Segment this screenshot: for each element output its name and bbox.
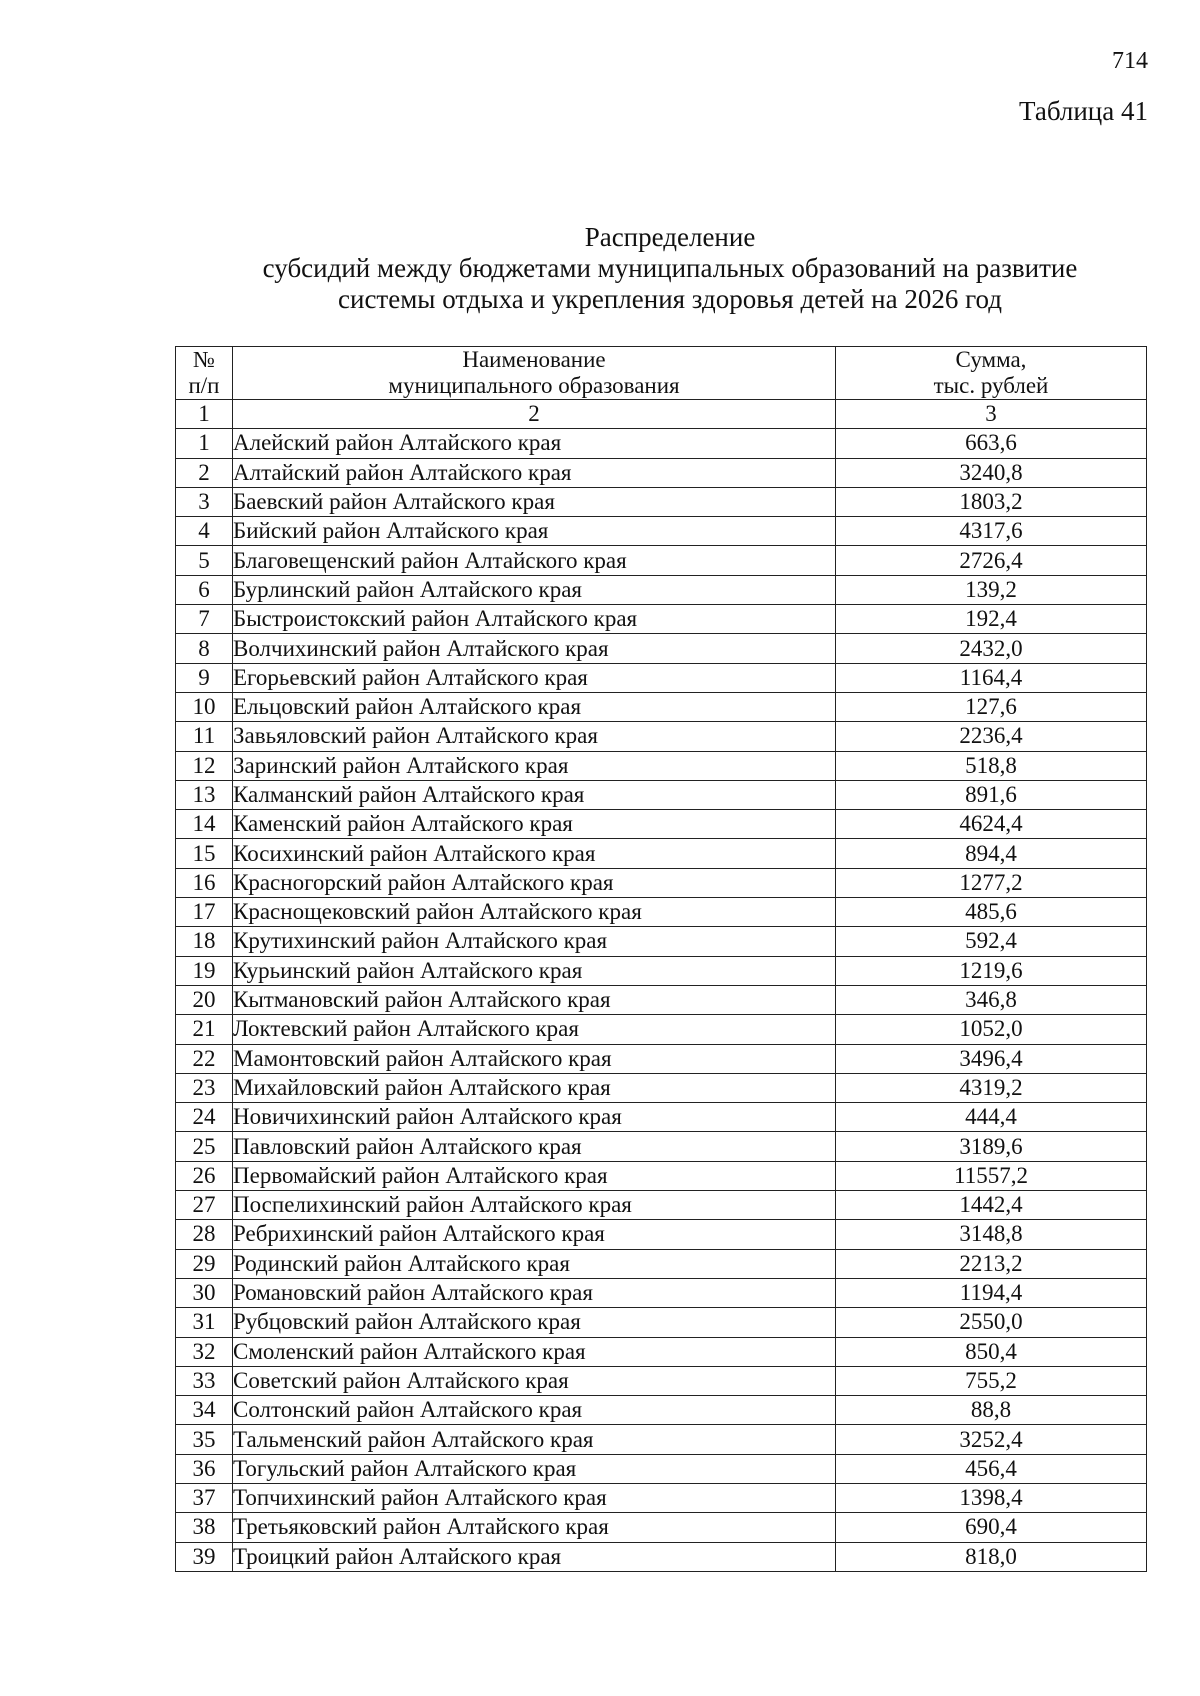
header-name: [233, 347, 836, 400]
subsidy-amount: 1219,6: [836, 956, 1147, 985]
row-number: 38: [176, 1513, 233, 1542]
table-row: [176, 1044, 1147, 1073]
table-row: [176, 458, 1147, 487]
row-number: 10: [176, 692, 233, 721]
subsidy-amount: 88,8: [836, 1396, 1147, 1425]
subsidy-amount: 1803,2: [836, 487, 1147, 516]
row-number: 2: [176, 458, 233, 487]
municipality-name: Курьинский район Алтайского края: [233, 956, 836, 985]
table-row: [176, 1073, 1147, 1102]
municipality-name: Тальменский район Алтайского края: [233, 1425, 836, 1454]
row-number: 29: [176, 1249, 233, 1278]
table-row: [176, 927, 1147, 956]
subsidy-amount: 663,6: [836, 429, 1147, 458]
title-line-1: Распределение: [584, 222, 756, 252]
table-row: [176, 1425, 1147, 1454]
row-number: 18: [176, 927, 233, 956]
table-row: [176, 1161, 1147, 1190]
table-label: Таблица 41: [1019, 96, 1148, 126]
table-row: [176, 985, 1147, 1014]
municipality-name: Третьяковский район Алтайского края: [233, 1513, 836, 1542]
subsidy-amount: 127,6: [836, 692, 1147, 721]
subsidy-amount: 2236,4: [836, 722, 1147, 751]
table-row: [176, 1513, 1147, 1542]
municipality-name: Каменский район Алтайского края: [233, 810, 836, 839]
subsidy-amount: 2726,4: [836, 546, 1147, 575]
municipality-name: Ребрихинский район Алтайского края: [233, 1220, 836, 1249]
header-sum-line-2: тыс. рублей: [933, 373, 1049, 398]
row-number: 34: [176, 1396, 233, 1425]
table-row: [176, 839, 1147, 868]
municipality-name: Топчихинский район Алтайского края: [233, 1483, 836, 1512]
table-row: [176, 487, 1147, 516]
table-row: [176, 956, 1147, 985]
title-line-2: субсидий между бюджетами муниципальных образований на развитие: [262, 253, 1078, 283]
table-row: [176, 780, 1147, 809]
municipality-name: Калманский район Алтайского края: [233, 780, 836, 809]
table-row: [176, 1132, 1147, 1161]
municipality-name: Новичихинский район Алтайского края: [233, 1103, 836, 1132]
row-number: 26: [176, 1161, 233, 1190]
row-number: 32: [176, 1337, 233, 1366]
table-row: [176, 810, 1147, 839]
row-number: 7: [176, 605, 233, 634]
table-row: [176, 1191, 1147, 1220]
municipality-name: Благовещенский район Алтайского края: [233, 546, 836, 575]
municipality-name: Кытмановский район Алтайского края: [233, 985, 836, 1014]
subsidy-amount: 1442,4: [836, 1191, 1147, 1220]
table-row: [176, 663, 1147, 692]
header-num-line-1: №: [193, 347, 215, 372]
subsidy-amount: 4319,2: [836, 1073, 1147, 1102]
subsidy-amount: 456,4: [836, 1454, 1147, 1483]
table-row: [176, 575, 1147, 604]
row-number: 1: [176, 429, 233, 458]
municipality-name: Павловский район Алтайского края: [233, 1132, 836, 1161]
subsidy-amount: 3496,4: [836, 1044, 1147, 1073]
table-row: [176, 751, 1147, 780]
header-name-line-1: Наименование: [462, 347, 606, 372]
municipality-name: Первомайский район Алтайского края: [233, 1161, 836, 1190]
table-row: [176, 898, 1147, 927]
municipality-name: Родинский район Алтайского края: [233, 1249, 836, 1278]
municipality-name: Косихинский район Алтайского края: [233, 839, 836, 868]
row-number: 30: [176, 1278, 233, 1307]
municipality-name: Рубцовский район Алтайского края: [233, 1308, 836, 1337]
table-row: [176, 1220, 1147, 1249]
subsidy-amount: 592,4: [836, 927, 1147, 956]
row-number: 9: [176, 663, 233, 692]
row-number: 8: [176, 634, 233, 663]
municipality-name: Тогульский район Алтайского края: [233, 1454, 836, 1483]
table-row: [176, 429, 1147, 458]
subsidy-amount: 690,4: [836, 1513, 1147, 1542]
row-number: 15: [176, 839, 233, 868]
subsidy-amount: 2432,0: [836, 634, 1147, 663]
table-row: [176, 1249, 1147, 1278]
column-index-row: [176, 400, 1147, 429]
municipality-name: Локтевский район Алтайского края: [233, 1015, 836, 1044]
table-row: [176, 1396, 1147, 1425]
table-row: [176, 1366, 1147, 1395]
document-title: [190, 222, 1150, 315]
municipality-name: Волчихинский район Алтайского края: [233, 634, 836, 663]
table-row: [176, 1542, 1147, 1571]
row-number: 4: [176, 517, 233, 546]
subsidy-amount: 755,2: [836, 1366, 1147, 1395]
table-header-row: [176, 347, 1147, 400]
subsidy-amount: 485,6: [836, 898, 1147, 927]
municipality-name: Егорьевский район Алтайского края: [233, 663, 836, 692]
table-row: [176, 1483, 1147, 1512]
table-row: [176, 517, 1147, 546]
subsidy-amount: 518,8: [836, 751, 1147, 780]
municipality-name: Алтайский район Алтайского края: [233, 458, 836, 487]
row-number: 17: [176, 898, 233, 927]
table-body: [176, 429, 1147, 1572]
municipality-name: Красногорский район Алтайского края: [233, 868, 836, 897]
municipality-name: Михайловский район Алтайского края: [233, 1073, 836, 1102]
subsidy-amount: 3240,8: [836, 458, 1147, 487]
row-number: 33: [176, 1366, 233, 1395]
table-row: [176, 1337, 1147, 1366]
subsidy-amount: 1398,4: [836, 1483, 1147, 1512]
row-number: 13: [176, 780, 233, 809]
municipality-name: Романовский район Алтайского края: [233, 1278, 836, 1307]
row-number: 19: [176, 956, 233, 985]
row-number: 28: [176, 1220, 233, 1249]
row-number: 6: [176, 575, 233, 604]
table-row: [176, 868, 1147, 897]
row-number: 5: [176, 546, 233, 575]
table-row: [176, 1278, 1147, 1307]
municipality-name: Троицкий район Алтайского края: [233, 1542, 836, 1571]
subsidy-amount: 11557,2: [836, 1161, 1147, 1190]
municipality-name: Мамонтовский район Алтайского края: [233, 1044, 836, 1073]
row-number: 36: [176, 1454, 233, 1483]
table-row: [176, 634, 1147, 663]
subsidy-amount: 850,4: [836, 1337, 1147, 1366]
municipality-name: Смоленский район Алтайского края: [233, 1337, 836, 1366]
table-row: [176, 1308, 1147, 1337]
row-number: 20: [176, 985, 233, 1014]
table-row: [176, 722, 1147, 751]
row-number: 11: [176, 722, 233, 751]
table-row: [176, 1015, 1147, 1044]
municipality-name: Ельцовский район Алтайского края: [233, 692, 836, 721]
page-number: 714: [1112, 48, 1148, 74]
subsidy-amount: 192,4: [836, 605, 1147, 634]
table-row: [176, 1103, 1147, 1132]
column-index-1: 1: [176, 400, 233, 429]
municipality-name: Советский район Алтайского края: [233, 1366, 836, 1395]
subsidy-amount: 139,2: [836, 575, 1147, 604]
column-index-2: 2: [233, 400, 836, 429]
subsidy-amount: 444,4: [836, 1103, 1147, 1132]
table-row: [176, 692, 1147, 721]
subsidy-amount: 3148,8: [836, 1220, 1147, 1249]
row-number: 23: [176, 1073, 233, 1102]
subsidy-amount: 3189,6: [836, 1132, 1147, 1161]
row-number: 22: [176, 1044, 233, 1073]
subsidy-amount: 1164,4: [836, 663, 1147, 692]
municipality-name: Баевский район Алтайского края: [233, 487, 836, 516]
subsidy-amount: 3252,4: [836, 1425, 1147, 1454]
subsidy-amount: 1052,0: [836, 1015, 1147, 1044]
municipality-name: Быстроистокский район Алтайского края: [233, 605, 836, 634]
header-sum: [836, 347, 1147, 400]
municipality-name: Завьяловский район Алтайского края: [233, 722, 836, 751]
subsidy-amount: 1194,4: [836, 1278, 1147, 1307]
row-number: 39: [176, 1542, 233, 1571]
table-row: [176, 605, 1147, 634]
header-num: [176, 347, 233, 400]
municipality-name: Крутихинский район Алтайского края: [233, 927, 836, 956]
municipality-name: Солтонский район Алтайского края: [233, 1396, 836, 1425]
row-number: 14: [176, 810, 233, 839]
municipality-name: Бийский район Алтайского края: [233, 517, 836, 546]
subsidy-amount: 346,8: [836, 985, 1147, 1014]
subsidy-amount: 894,4: [836, 839, 1147, 868]
table-row: [176, 546, 1147, 575]
municipality-name: Алейский район Алтайского края: [233, 429, 836, 458]
subsidy-amount: 818,0: [836, 1542, 1147, 1571]
row-number: 27: [176, 1191, 233, 1220]
title-line-3: системы отдыха и укрепления здоровья детей на 2026 год: [338, 284, 1002, 314]
subsidy-amount: 1277,2: [836, 868, 1147, 897]
subsidy-amount: 2550,0: [836, 1308, 1147, 1337]
municipality-name: Краснощековский район Алтайского края: [233, 898, 836, 927]
column-index-3: 3: [836, 400, 1147, 429]
header-sum-line-1: Сумма,: [955, 347, 1027, 372]
row-number: 3: [176, 487, 233, 516]
header-num-line-2: п/п: [188, 373, 220, 398]
header-name-line-2: муниципального образования: [388, 373, 680, 398]
municipality-name: Бурлинский район Алтайского края: [233, 575, 836, 604]
subsidy-amount: 4624,4: [836, 810, 1147, 839]
row-number: 16: [176, 868, 233, 897]
row-number: 35: [176, 1425, 233, 1454]
row-number: 24: [176, 1103, 233, 1132]
municipality-name: Заринский район Алтайского края: [233, 751, 836, 780]
row-number: 12: [176, 751, 233, 780]
municipality-name: Поспелихинский район Алтайского края: [233, 1191, 836, 1220]
subsidy-table: [175, 346, 1147, 1572]
subsidy-amount: 891,6: [836, 780, 1147, 809]
row-number: 37: [176, 1483, 233, 1512]
subsidy-amount: 4317,6: [836, 517, 1147, 546]
subsidy-amount: 2213,2: [836, 1249, 1147, 1278]
row-number: 25: [176, 1132, 233, 1161]
table-row: [176, 1454, 1147, 1483]
row-number: 21: [176, 1015, 233, 1044]
row-number: 31: [176, 1308, 233, 1337]
